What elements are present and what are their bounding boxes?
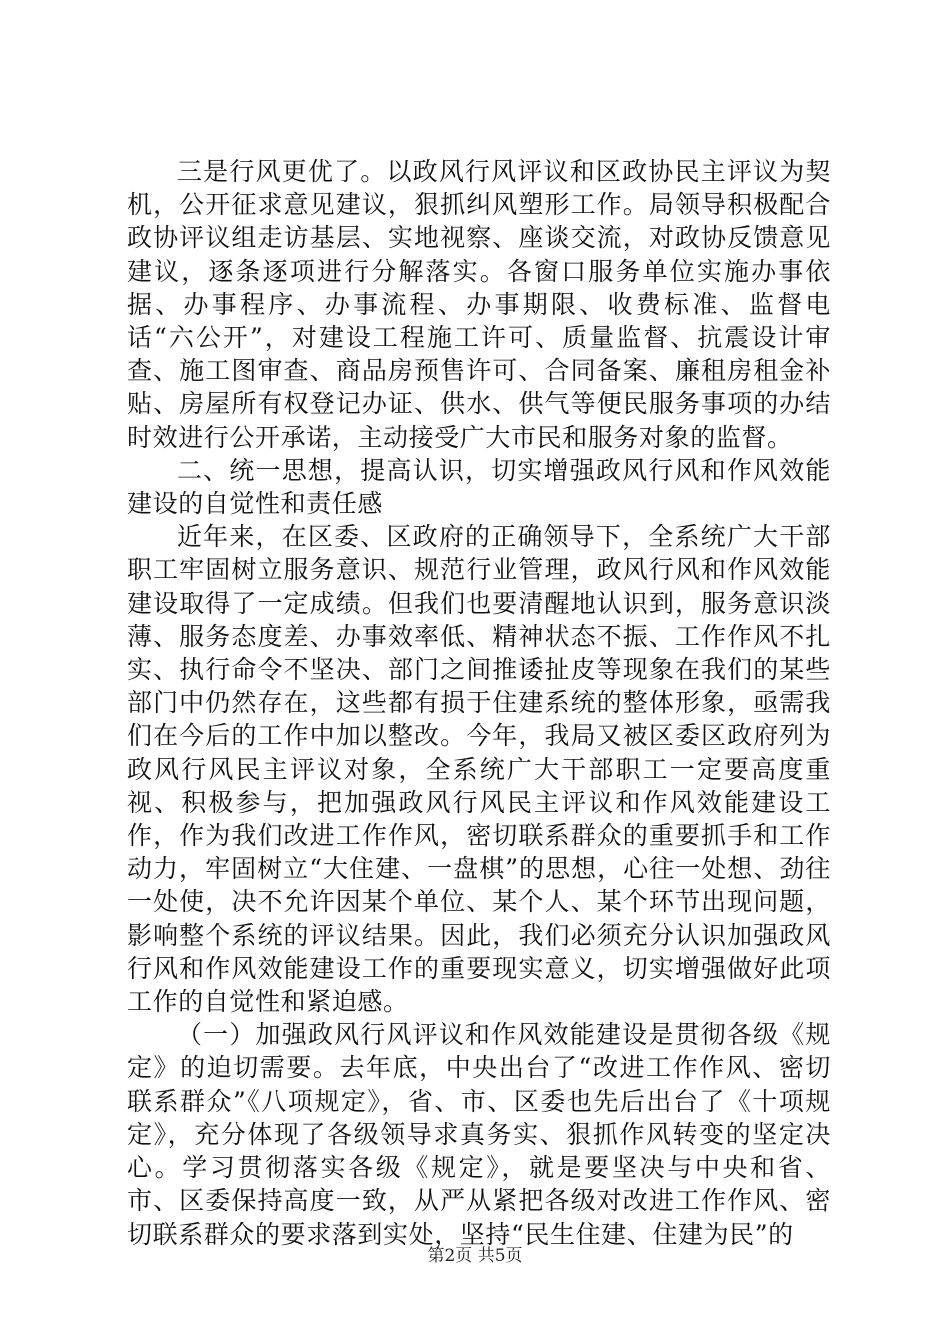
document-body [127,155,831,1251]
section-heading-unify-thinking: 二、统一思想，提高认识，切实增强政风行风和作风效能建设的自觉性和责任感 [127,455,831,519]
paragraph-conduct-improved: 三是行风更优了。以政风行风评议和区政协民主评议为契机，公开征求意见建议，狠抓纠风塑形工作。局领导积极配合政协评议组走访基层、实地视察、座谈交流，对政协反馈意见建议，逐条逐项进行分解落实。各窗口服务单位实施办事依据、办事程序、办事流程、办事期限、收费标准、监督电话“六公开”，对建设工程施工许可、质量监督、抗震设计审查、施工图审查、商品房预售许可、合同备案、廉租房租金补贴、房屋所有权登记办证、供水、供气等便民服务事项的办结时效进行公开承诺，主动接受广大市民和服务对象的监督。 [127,157,831,452]
paragraph-subsection-one: （一）加强政风行风评议和作风效能建设是贯彻各级《规定》的迫切需要。去年底，中央出台了“改进工作作风、密切联系群众”《八项规定》，省、市、区委也先后出台了《十项规定》，充分体现了各级领导求真务实、狠抓作风转变的坚定决心。学习贯彻落实各级《规定》，就是要坚决与中央和省、市、区委保持高度一致，从严从紧把各级对改进工作作风、密切联系群众的要求落到实处，坚持“民生住建、住建为民”的 [127,1020,831,1249]
page-footer: 第2页 共5页 [427,1246,523,1266]
paragraph-recent-years: 近年来，在区委、区政府的正确领导下，全系统广大干部职工牢固树立服务意识、规范行业管理，政风行风和作风效能建设取得了一定成绩。但我们也要清醒地认识到，服务意识淡薄、服务态度差、办事效率低、精神状态不振、工作作风不扎实、执行命令不坚决、部门之间推诿扯皮等现象在我们的某些部门中仍然存在，这些都有损于住建系统的整体形象，亟需我们在今后的工作中加以整改。今年，我局又被区委区政府列为政风行风民主评议对象，全系统广大干部职工一定要高度重视、积极参与，把加强政风行风民主评议和作风效能建设工作，作为我们改进工作作风，密切联系群众的重要抓手和工作动力，牢固树立“大住建、一盘棋”的思想，心往一处想、劲往一处使，决不允许因某个单位、某个人、某个环节出现问题，影响整个系统的评议结果。因此，我们必须充分认识加强政风行风和作风效能建设工作的重要现实意义，切实增强做好此项工作的自觉性和紧迫感。 [127,522,831,1017]
